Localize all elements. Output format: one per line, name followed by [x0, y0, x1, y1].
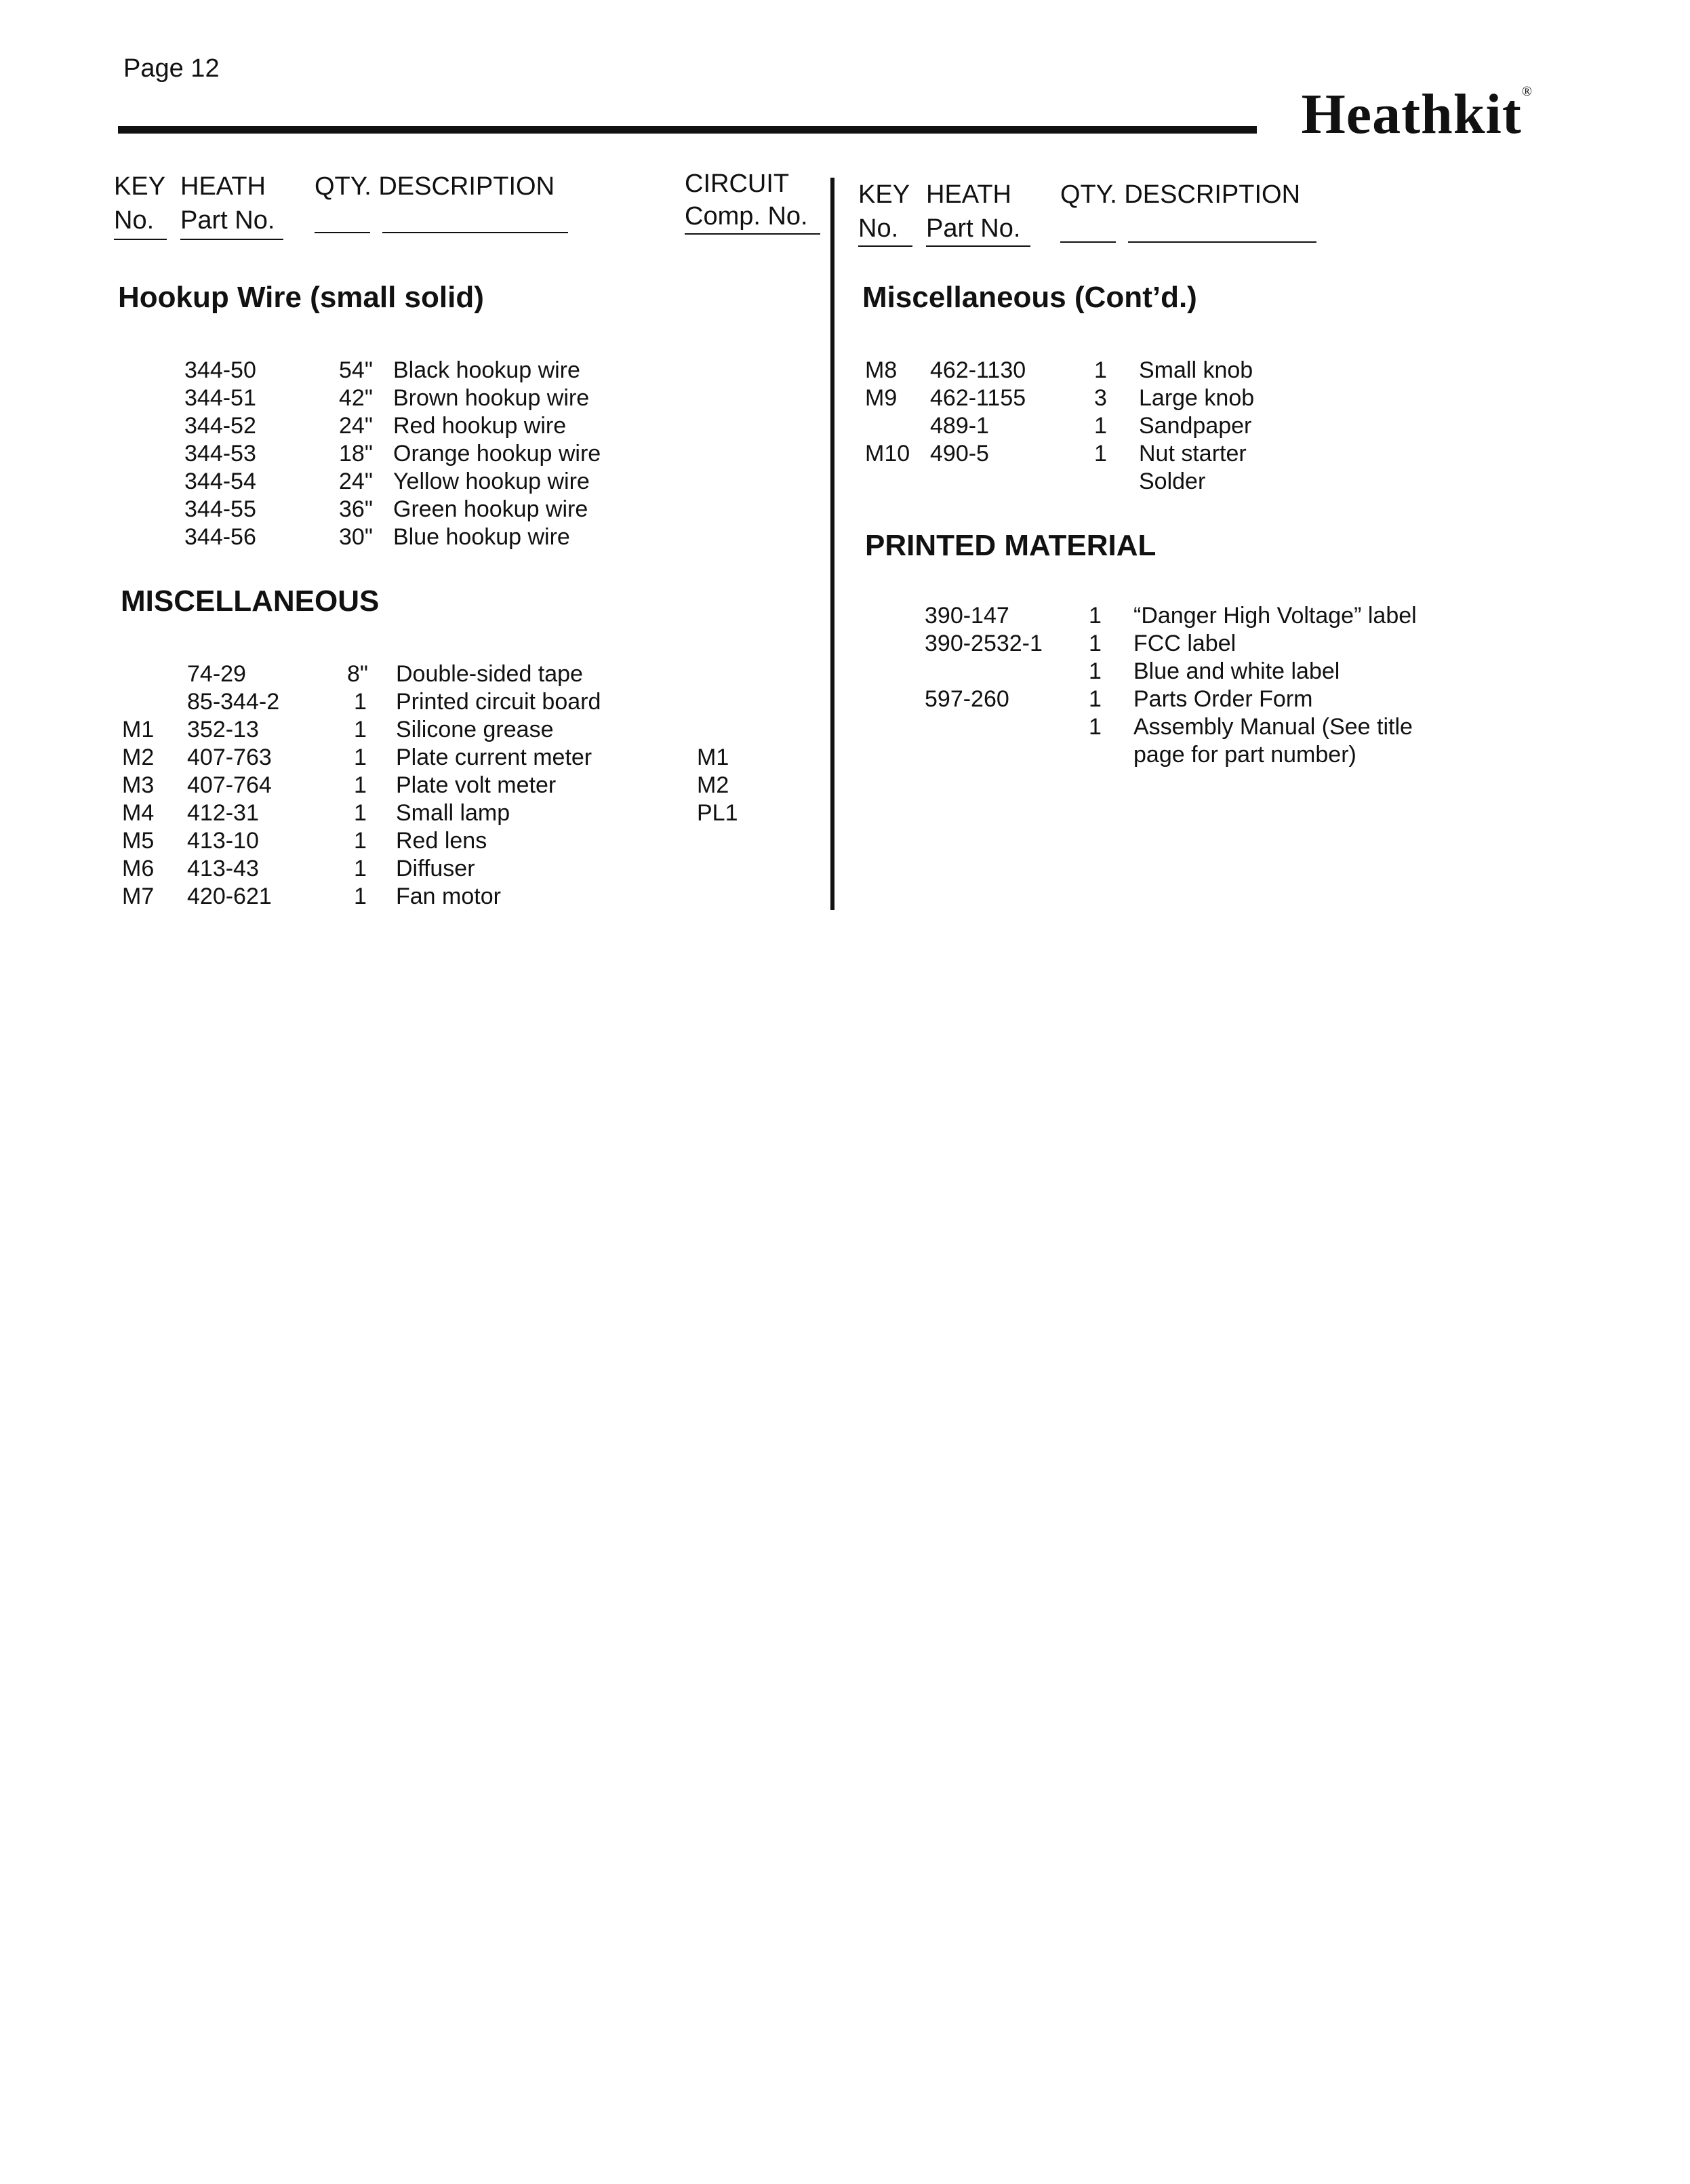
brand-name: Heathkit: [1301, 83, 1522, 146]
section-title-misc-contd: Miscellaneous (Cont’d.): [862, 281, 1197, 314]
quantity: 1: [354, 856, 367, 881]
part-number: 352-13: [187, 717, 259, 742]
quantity: 1: [1094, 357, 1107, 383]
description: Small knob: [1139, 357, 1253, 383]
key-number: M3: [122, 772, 155, 798]
description: Assembly Manual (See title: [1133, 714, 1413, 740]
section-title-hookup-wire: Hookup Wire (small solid): [118, 281, 484, 314]
key-number: M6: [122, 856, 155, 881]
section-title-printed-material: PRINTED MATERIAL: [865, 529, 1156, 562]
quantity: 3: [1094, 385, 1107, 411]
quantity: 1: [1089, 631, 1102, 656]
header-part-no: Part No.: [926, 214, 1021, 243]
description: Parts Order Form: [1133, 686, 1313, 712]
part-number: 344-54: [184, 469, 256, 494]
part-number: 407-763: [187, 744, 272, 770]
description: Plate current meter: [396, 744, 592, 770]
description: Fan motor: [396, 883, 501, 909]
description: Brown hookup wire: [393, 385, 590, 411]
description: Double-sided tape: [396, 661, 583, 687]
quantity: 1: [354, 800, 367, 826]
header-key: KEY: [858, 180, 910, 209]
description: page for part number): [1133, 742, 1356, 768]
quantity: 1: [354, 883, 367, 909]
page-number: Page 12: [123, 54, 220, 83]
underline-circuit: [685, 233, 820, 235]
column-divider: [830, 178, 834, 910]
header-key-no: No.: [858, 214, 899, 243]
key-number: M10: [865, 441, 910, 466]
quantity: 1: [354, 689, 367, 715]
description: Diffuser: [396, 856, 475, 881]
header-qty-desc: QTY. DESCRIPTION: [1060, 180, 1301, 209]
description: FCC label: [1133, 631, 1236, 656]
key-number: M2: [122, 744, 155, 770]
underline-desc: [1128, 241, 1316, 243]
part-number: 74-29: [187, 661, 246, 687]
registered-mark: ®: [1521, 84, 1533, 99]
part-number: 412-31: [187, 800, 259, 826]
description: Blue and white label: [1133, 658, 1340, 684]
part-number: 344-53: [184, 441, 256, 466]
description: Black hookup wire: [393, 357, 580, 383]
quantity: 18": [339, 441, 373, 466]
quantity: 1: [1089, 603, 1102, 629]
description: Small lamp: [396, 800, 510, 826]
part-number: 490-5: [930, 441, 989, 466]
underline-qty: [1060, 241, 1116, 243]
key-number: M7: [122, 883, 155, 909]
part-number: 344-55: [184, 496, 256, 522]
quantity: 1: [1089, 714, 1102, 740]
description: “Danger High Voltage” label: [1133, 603, 1417, 629]
quantity: 1: [354, 717, 367, 742]
description: Solder: [1139, 469, 1206, 494]
header-heath: HEATH: [180, 172, 266, 201]
description: Orange hookup wire: [393, 441, 601, 466]
circuit-number: M2: [697, 772, 729, 798]
quantity: 24": [339, 413, 373, 439]
quantity: 42": [339, 385, 373, 411]
description: Large knob: [1139, 385, 1255, 411]
key-number: M4: [122, 800, 155, 826]
description: Plate volt meter: [396, 772, 557, 798]
part-number: 344-50: [184, 357, 256, 383]
header-rule: [118, 126, 1257, 134]
header-key: KEY: [114, 172, 166, 201]
part-number: 462-1155: [930, 385, 1026, 411]
underline-key: [114, 239, 167, 240]
part-number: 413-43: [187, 856, 259, 881]
header-heath: HEATH: [926, 180, 1011, 209]
underline-desc: [382, 232, 568, 233]
quantity: 30": [339, 524, 373, 550]
description: Blue hookup wire: [393, 524, 570, 550]
description: Nut starter: [1139, 441, 1247, 466]
description: Red hookup wire: [393, 413, 567, 439]
quantity: 24": [339, 469, 373, 494]
header-qty-desc: QTY. DESCRIPTION: [315, 172, 555, 201]
key-number: M8: [865, 357, 898, 383]
description: Green hookup wire: [393, 496, 588, 522]
quantity: 54": [339, 357, 373, 383]
circuit-number: PL1: [697, 800, 738, 826]
underline-key: [858, 245, 912, 247]
key-number: M9: [865, 385, 898, 411]
part-number: 462-1130: [930, 357, 1026, 383]
header-part-no: Part No.: [180, 206, 275, 235]
underline-qty: [315, 232, 370, 233]
quantity: 1: [1089, 658, 1102, 684]
quantity: 1: [1094, 441, 1107, 466]
brand-logo: [1301, 81, 1533, 147]
section-title-miscellaneous: MISCELLANEOUS: [121, 584, 380, 618]
quantity: 1: [1094, 413, 1107, 439]
part-number: 420-621: [187, 883, 272, 909]
part-number: 390-2532-1: [925, 631, 1043, 656]
header-comp-no: Comp. No.: [685, 202, 808, 231]
key-number: M5: [122, 828, 155, 854]
quantity: 8": [347, 661, 368, 687]
part-number: 344-52: [184, 413, 256, 439]
quantity: 36": [339, 496, 373, 522]
part-number: 597-260: [925, 686, 1009, 712]
part-number: 390-147: [925, 603, 1009, 629]
quantity: 1: [1089, 686, 1102, 712]
description: Yellow hookup wire: [393, 469, 590, 494]
part-number: 407-764: [187, 772, 272, 798]
description: Silicone grease: [396, 717, 554, 742]
part-number: 344-56: [184, 524, 256, 550]
quantity: 1: [354, 772, 367, 798]
part-number: 85-344-2: [187, 689, 280, 715]
quantity: 1: [354, 828, 367, 854]
description: Printed circuit board: [396, 689, 601, 715]
underline-part: [926, 245, 1030, 247]
underline-part: [180, 239, 283, 240]
circuit-number: M1: [697, 744, 729, 770]
quantity: 1: [354, 744, 367, 770]
part-number: 489-1: [930, 413, 989, 439]
description: Red lens: [396, 828, 487, 854]
part-number: 413-10: [187, 828, 259, 854]
part-number: 344-51: [184, 385, 256, 411]
header-circuit: CIRCUIT: [685, 170, 790, 198]
header-key-no: No.: [114, 206, 155, 235]
description: Sandpaper: [1139, 413, 1252, 439]
key-number: M1: [122, 717, 155, 742]
